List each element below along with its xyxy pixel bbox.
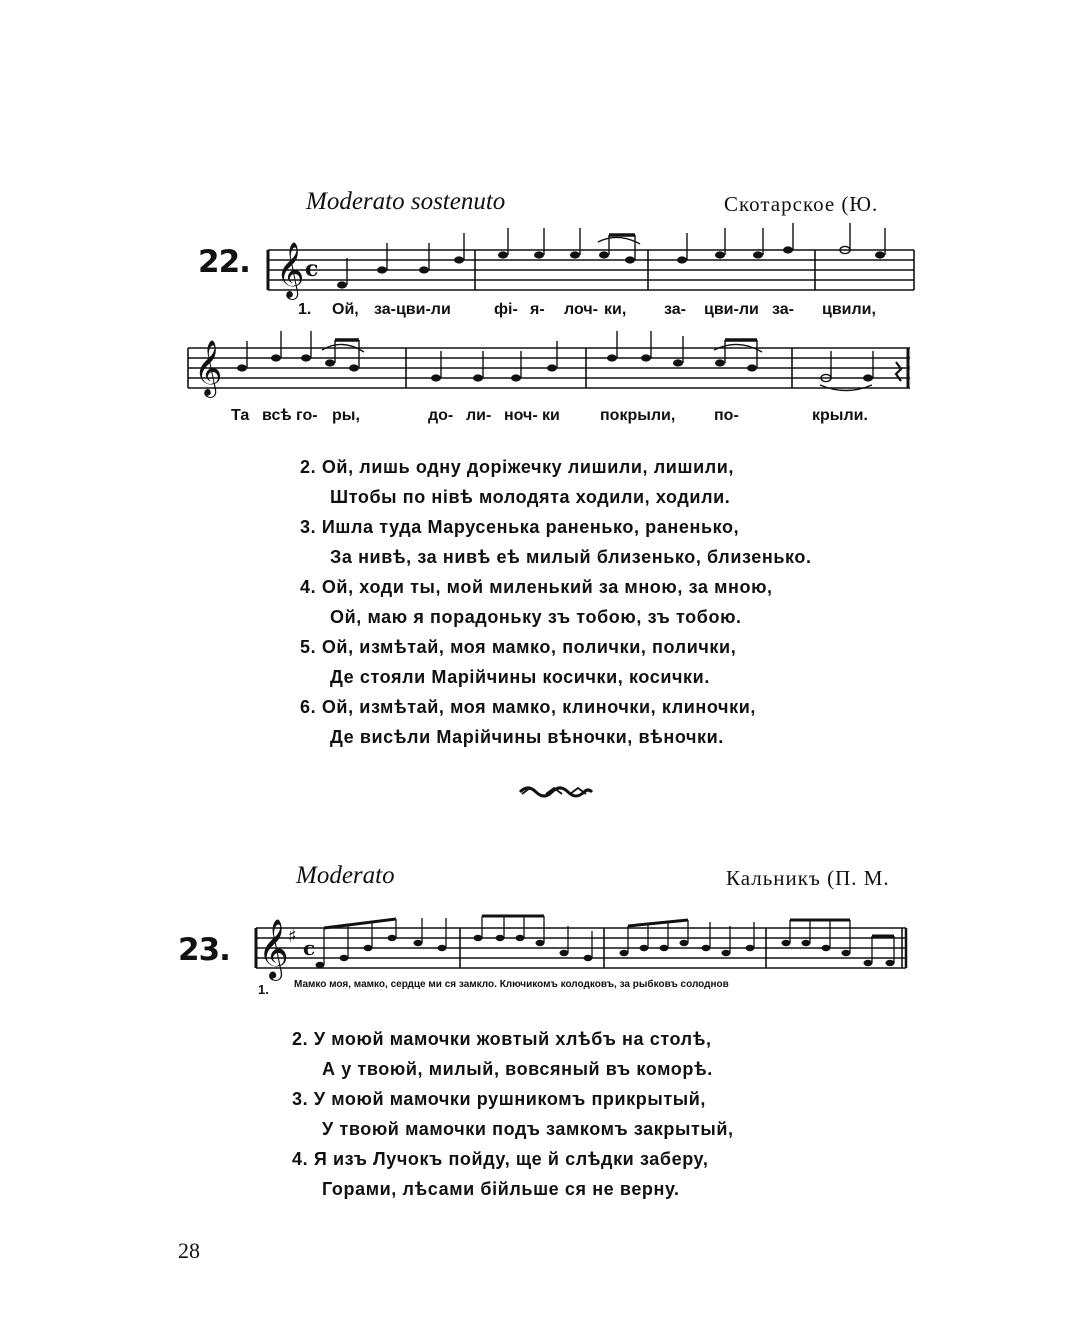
lyric-syllable: до-	[428, 407, 454, 424]
lyric-syllable: покрыли,	[600, 407, 676, 424]
verse-line: 4. Ой, ходи ты, мой миленький за мною, за мною,	[300, 577, 773, 597]
lyric-syllable: за-цви-ли	[374, 301, 451, 318]
lyric-syllable: ноч-	[504, 407, 538, 424]
verse-line: За нивѣ, за нивѣ еѣ милый близенько, близенько.	[330, 547, 812, 567]
treble-clef-icon: 𝄞	[194, 340, 223, 396]
lyric-syllable: ки,	[604, 301, 627, 318]
sharp-icon: ♯	[288, 926, 297, 947]
verse-line: Де висѣли Марійчины вѣночки, вѣночки.	[330, 727, 724, 747]
page-number: 28	[178, 1238, 200, 1263]
lyric-syllable: фі-	[494, 301, 518, 318]
song-source-23: Кальникъ (П. М.	[726, 866, 890, 890]
lyric-line: Мамко моя, мамко, сердце ми ся замкло. Ключикомъ колодковъ, за рыбковъ солоднов	[294, 979, 729, 990]
verse-line: Ой, маю я порадоньку зъ тобою, зъ тобою.	[330, 607, 742, 627]
verse-line: У твоюй мамочки подъ замкомъ закрытый,	[322, 1119, 734, 1139]
verse-line: 4. Я изъ Лучокъ пойду, ще й слѣдки заберу,	[292, 1149, 709, 1169]
verse-line: 3. У моюй мамочки рушникомъ прикрытый,	[292, 1089, 707, 1109]
lyric-syllable: за-	[772, 301, 794, 318]
common-time-icon: c	[303, 936, 316, 960]
lyric-syllable: 1.	[258, 982, 269, 997]
verse-line: Горами, лѣсами бійльше ся не верну.	[322, 1179, 680, 1199]
lyric-syllable: го-	[296, 407, 318, 424]
verse-line: 5. Ой, измѣтай, моя мамко, полички, полички,	[300, 637, 737, 657]
lyric-syllable: 1.	[298, 301, 312, 318]
lyric-syllable: ры,	[332, 407, 360, 424]
lyric-syllable: лоч-	[564, 301, 598, 318]
lyric-syllable: цвили,	[822, 301, 876, 318]
lyric-syllable: крыли.	[812, 407, 868, 424]
song-number-23: 23.	[178, 932, 230, 968]
verse-line: 2. У моюй мамочки жовтый хлѣбъ на столѣ,	[292, 1029, 712, 1049]
verse-line: 3. Ишла туда Марусенька раненько, раненько,	[300, 517, 740, 537]
lyric-syllable: за-	[664, 301, 686, 318]
verse-line: А у твоюй, милый, вовсяный въ коморѣ.	[322, 1059, 713, 1079]
lyric-syllable: Ой,	[332, 301, 359, 318]
lyric-syllable: цви-ли	[704, 301, 759, 318]
lyric-syllable: по-	[714, 407, 739, 424]
treble-clef-icon: 𝄞	[276, 242, 305, 298]
common-time-icon: c	[305, 256, 319, 282]
song-source-22: Скотарское (Ю.	[724, 192, 879, 216]
verse-line: 6. Ой, измѣтай, моя мамко, клиночки, клиночки,	[300, 697, 756, 717]
verse-line: Штобы по нівѣ молодята ходили, ходили.	[330, 487, 731, 507]
lyric-syllable: я-	[530, 301, 545, 318]
song-number-22: 22.	[198, 244, 250, 280]
treble-clef-icon: 𝄞	[258, 919, 289, 979]
lyric-syllable: ли-	[466, 407, 492, 424]
verse-line: 2. Ой, лишь одну доріжечку лишили, лишили,	[300, 457, 735, 477]
lyric-syllable: всѣ	[262, 407, 292, 424]
lyric-syllable: ки	[542, 407, 560, 424]
lyric-syllable: Та	[231, 407, 250, 424]
verse-line: Де стояли Марійчины косички, косички.	[330, 667, 710, 687]
tempo-marking-22: Moderato sostenuto	[306, 188, 506, 215]
tempo-marking-23: Moderato	[296, 862, 395, 889]
